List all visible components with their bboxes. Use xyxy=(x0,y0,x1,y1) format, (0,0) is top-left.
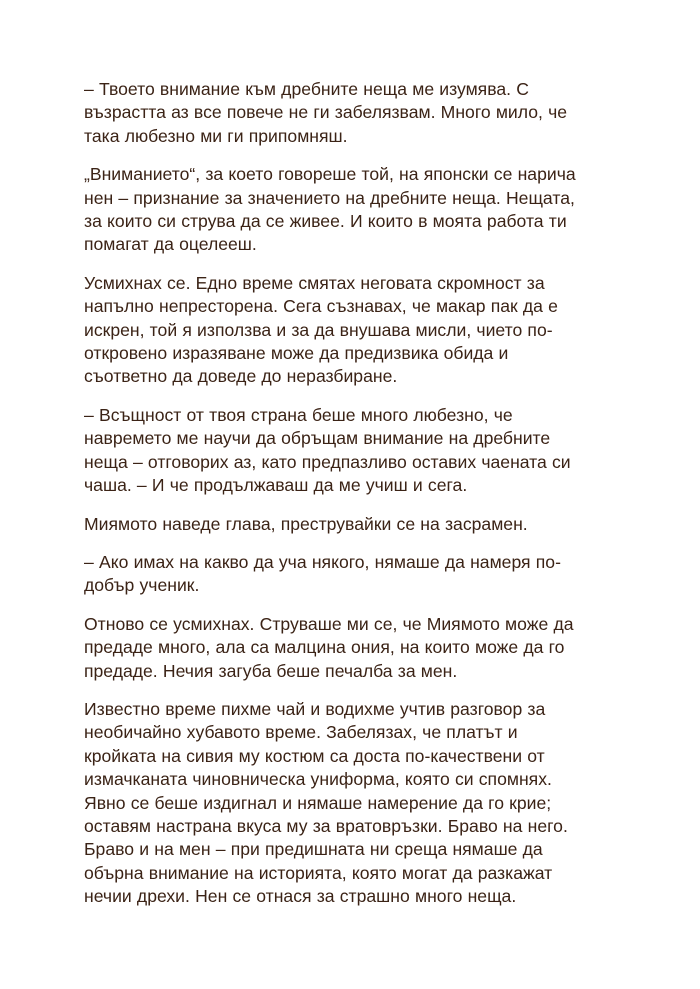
paragraph: Известно време пихме чай и водихме учтив разговор за необичайно хубавото време. Забелязах, че платът и кройката на сивия му костюм са доста по-качествени от измачканата чиновническа униформа, която си спомнях. Явно се беше издигнал и нямаше намерение да го крие; оставям настрана вкуса му за вратовръзки. Браво на него. Браво и на мен – при предишната ни среща нямаше да обърна внимание на историята, която могат да разкажат нечии дрехи. Нен се отнася за страшно много неща. xyxy=(84,698,568,907)
paragraph: – Ако имах на какво да уча някого, нямаше да намеря по- добър ученик. xyxy=(84,551,561,596)
paragraph: – Всъщност от твоя страна беше много любезно, че навремето ме научи да обръщам внимание на дребните неща – отговорих аз, като предпазливо оставих чаената си чаша. – И че продължаваш да ме учиш и сега. xyxy=(84,404,571,496)
paragraph: Миямото наведе глава, преструвайки се на засрамен. xyxy=(84,513,528,534)
paragraph: Усмихнах се. Едно време смятах неговата скромност за напълно непресторена. Сега съзнавах, че макар пак да е искрен, той я използва и за да внушава мисли, чието по- откровено изразяване може да предизвика обида и съответно да доведе до неразбиране. xyxy=(84,272,558,387)
paragraph: Отново се усмихнах. Струваше ми се, че Миямото може да предаде много, ала са малцина ония, на които може да го предаде. Нечия загуба беше печалба за мен. xyxy=(84,613,574,681)
paragraph: – Твоето внимание към дребните неща ме изумява. С възрастта аз все повече не ги забелязвам. Много мило, че така любезно ми ги припомняш. xyxy=(84,79,568,146)
document-page xyxy=(84,78,620,924)
paragraph: „Вниманието“, за което говореше той, на японски се нарича нен – признание за значението на дребните неща. Нещата, за които си струва да се живее. И които в моята работа ти помагат да оцелееш. xyxy=(84,164,576,255)
